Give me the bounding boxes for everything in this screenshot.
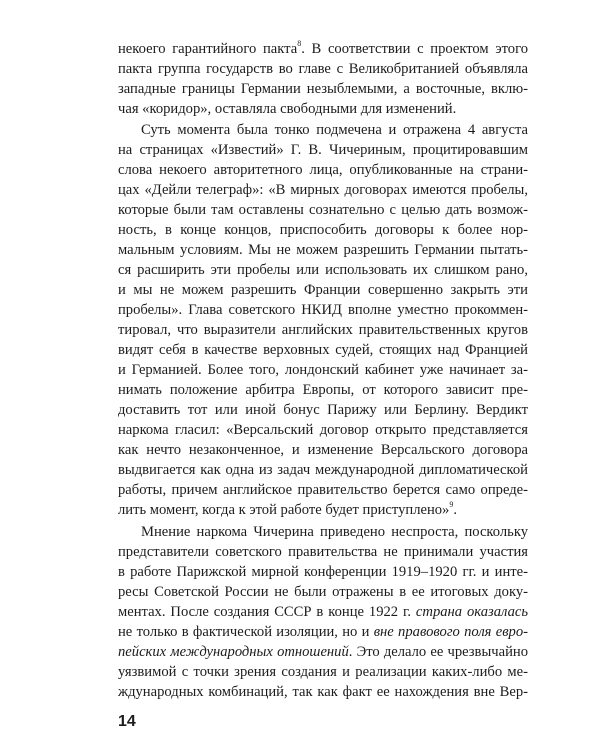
text-line: ность, в конце концов, приспособить договоры к более нор- [118, 222, 528, 238]
page-number: 14 [118, 713, 136, 730]
text-line: в работе Парижской мирной конференции 1919–1920 гг. и инте- [118, 564, 528, 580]
text-line: как нечто незаконченное, и изменение Версальского договора [118, 442, 528, 458]
text-line: ментах. После создания СССР в конце 1922 г. страна оказалась [118, 604, 528, 620]
text-line: не только в фактической изоляции, но и вне правового поля евро- [118, 624, 529, 640]
text-line: чая «коридор», оставляла свободными для изменений. [118, 101, 457, 117]
text-line: слова некоего авторитетного лица, опубликованные на страни- [118, 162, 528, 178]
text-line: лить момент, когда к этой работе будет приступлено»$^9$. [118, 500, 458, 518]
text-line: некоего гарантийного пакта$^8$. В соответствии с проектом этого [118, 39, 529, 57]
text-line: уязвимой с точки зрения создания и реализации каких-либо ме- [118, 664, 528, 680]
text-line: выдвигается как одна из задач международной дипломатической [118, 462, 528, 478]
text-line: наркома гласил: «Версальский договор открыто представляется [118, 422, 528, 438]
text-line: доставить тот или иной бонус Парижу или Берлину. Вердикт [118, 402, 528, 418]
footnote-ref: 9 [449, 500, 454, 510]
text-line: Суть момента была тонко подмечена и отражена 4 августа [141, 122, 528, 138]
text-line: пробелы». Глава советского НКИД вполне уместно прокоммен- [118, 302, 528, 318]
footnote-ref: 8 [297, 39, 302, 49]
italic-emphasis: страна оказалась [415, 604, 528, 620]
text-line: тировал, что выразители английских правительственных кругов [118, 322, 528, 338]
text-line: видят себя в качестве верховных судей, стоящих над Францией [118, 342, 528, 358]
text-line: представители советского правительства не принимали участия [118, 544, 528, 560]
text-line: ресы Советской России не были отражены в ее итоговых доку- [118, 584, 528, 600]
text-line: нимать положение арбитра Европы, от которого зависит пре- [118, 382, 528, 398]
text-line: пакта группа государств во главе с Великобританией объявляла [118, 61, 528, 77]
text-line: ся расширить эти пробелы или использовать их слишком рано, [118, 262, 528, 278]
text-line: Мнение наркома Чичерина приведено неспроста, поскольку [141, 524, 528, 540]
italic-emphasis: пейских международных отношений [118, 644, 349, 660]
text-line: мальным условиям. Мы не можем разрешить Германии пытать- [118, 242, 528, 258]
text-line: на страницах «Известий» Г. В. Чичериным, процитировавшим [118, 142, 528, 158]
text-line: работы, причем английское правительство берется само опреде- [118, 482, 528, 498]
text-line: которые были там оставлены сознательно с целью дать возмож- [118, 202, 528, 218]
text-line: и мы не можем разрешить Франции совершенно закрыть эти [118, 282, 528, 298]
text-line: и Германией. Более того, лондонский кабинет уже начинает за- [118, 362, 528, 378]
italic-emphasis: вне правового поля евро- [373, 624, 529, 640]
text-line: ждународных комбинаций, так как факт ее нахождения вне Вер- [118, 684, 528, 700]
text-line: пейских международных отношений. Это делало ее чрезвычайно [118, 644, 528, 660]
text-line: цах «Дейли телеграф»: «В мирных договорах имеются пробелы, [118, 182, 528, 198]
text-line: западные границы Германии незыблемыми, а восточные, вклю- [118, 81, 528, 97]
